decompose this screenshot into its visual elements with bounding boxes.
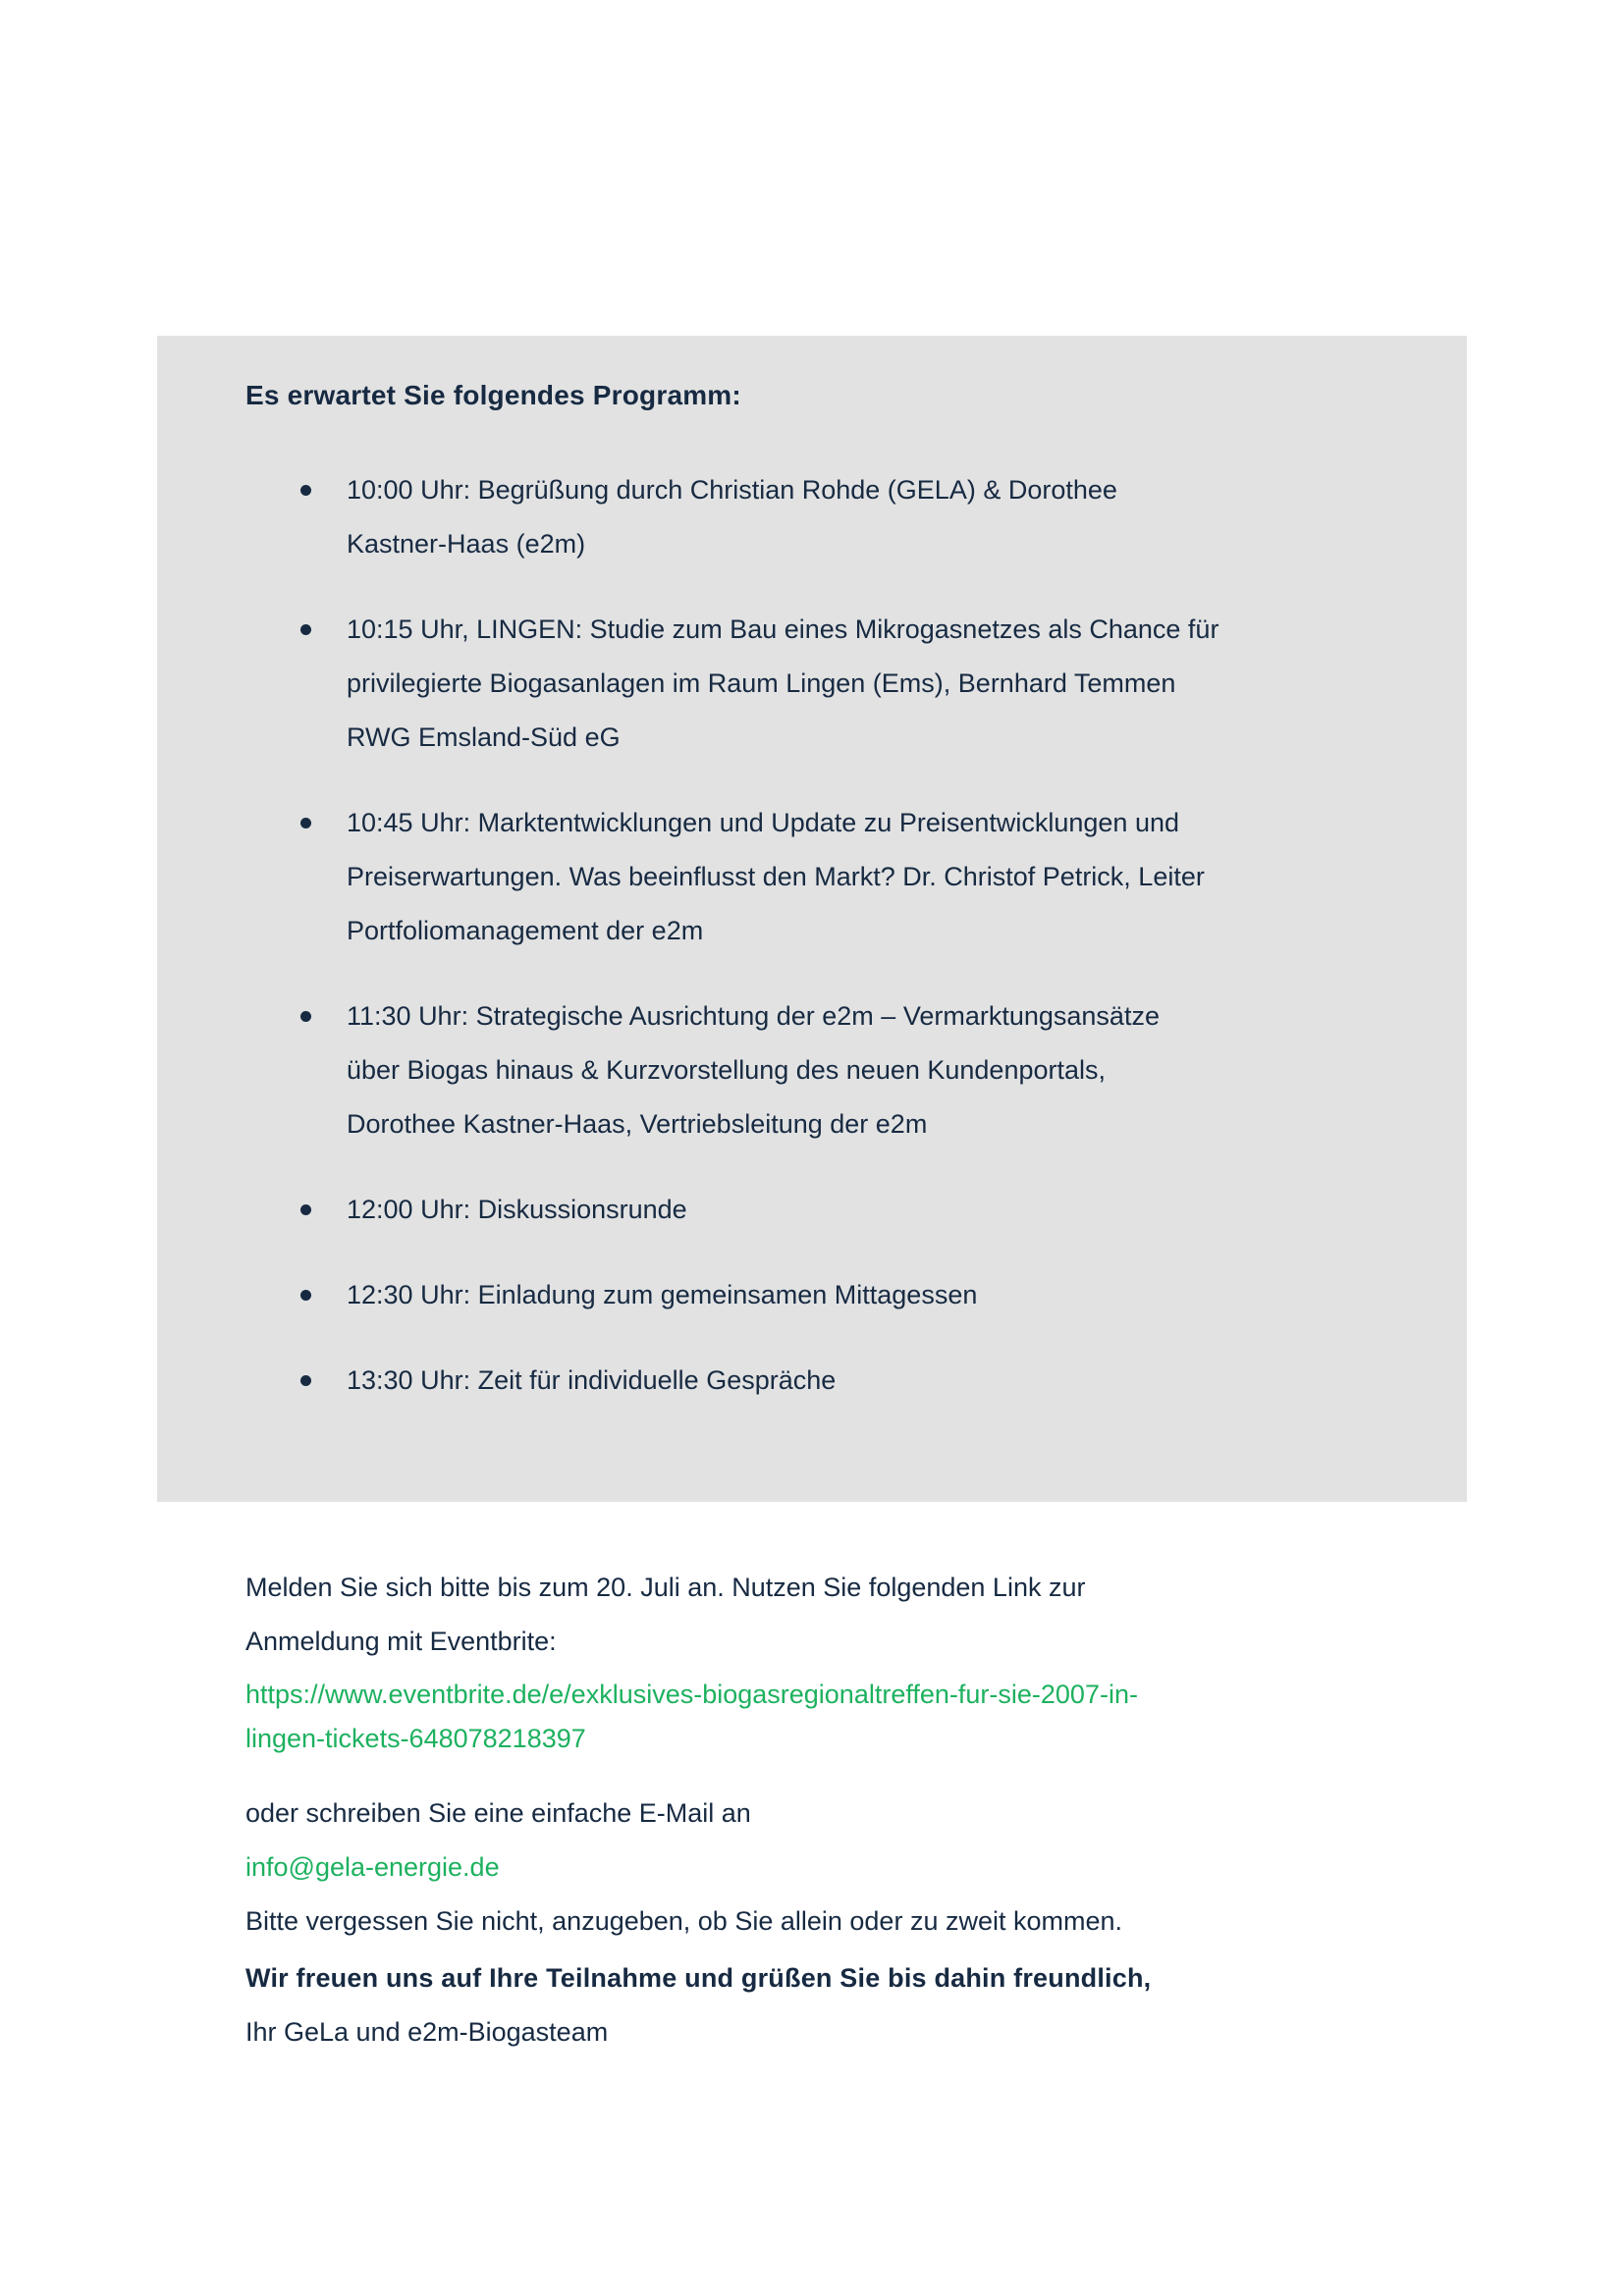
eventbrite-link-line[interactable]: lingen-tickets-648078218397 — [245, 1724, 586, 1753]
program-item-line: Preiserwartungen. Was beeinflusst den Markt? Dr. Christof Petrick, Leiter — [347, 862, 1205, 891]
program-item-line: privilegierte Biogasanlagen im Raum Lingen (Ems), Bernhard Temmen — [347, 668, 1176, 698]
program-box — [157, 336, 1467, 1502]
bullet-icon — [300, 624, 311, 635]
registration-intro-line: Anmeldung mit Eventbrite: — [245, 1627, 557, 1656]
email-line — [245, 1787, 1122, 1895]
eventbrite-link-line[interactable]: https://www.eventbrite.de/e/exklusives-biogasregionaltreffen-fur-sie-2007-in- — [245, 1680, 1138, 1709]
registration-alternative — [245, 1787, 1122, 1949]
program-item-line: Portfoliomanagement der e2m — [347, 916, 704, 945]
eventbrite-link-paragraph — [245, 1673, 1138, 1761]
bullet-icon — [300, 1204, 311, 1215]
program-item-line: über Biogas hinaus & Kurzvorstellung des neuen Kundenportals, — [347, 1055, 1107, 1085]
program-item-text — [347, 463, 1117, 571]
program-item — [245, 463, 1408, 571]
program-item-line: Dorothee Kastner-Haas, Vertriebsleitung der e2m — [347, 1109, 928, 1139]
program-item — [245, 1268, 1408, 1322]
program-item-line: 12:00 Uhr: Diskussionsrunde — [347, 1195, 687, 1224]
program-item — [245, 989, 1408, 1151]
program-item-line: RWG Emsland-Süd eG — [347, 722, 621, 752]
email-line-prefix: oder schreiben Sie eine einfache E-Mail an — [245, 1798, 751, 1828]
program-list — [245, 463, 1408, 1408]
registration-note: Bitte vergessen Sie nicht, anzugeben, ob Sie allein oder zu zweit kommen. — [245, 1906, 1123, 1936]
program-item-line: 10:00 Uhr: Begrüßung durch Christian Rohde (GELA) & Dorothee — [347, 475, 1117, 505]
bullet-icon — [300, 1375, 311, 1386]
closing-signature: Ihr GeLa und e2m-Biogasteam — [245, 2017, 609, 2047]
program-item — [245, 603, 1408, 765]
program-item-text — [347, 1268, 977, 1322]
program-item-line: 10:45 Uhr: Marktentwicklungen und Update zu Preisentwicklungen und — [347, 808, 1179, 837]
registration-intro-line: Melden Sie sich bitte bis zum 20. Juli an. Nutzen Sie folgenden Link zur — [245, 1573, 1086, 1602]
bullet-icon — [300, 1011, 311, 1022]
program-item-text — [347, 989, 1160, 1151]
program-item — [245, 796, 1408, 958]
closing-paragraph — [245, 1951, 1151, 2059]
registration-intro — [245, 1561, 1085, 1669]
email-link[interactable]: info@gela-energie.de — [245, 1852, 500, 1882]
eventbrite-link[interactable] — [245, 1673, 1138, 1761]
program-item — [245, 1354, 1408, 1408]
program-item-line: 10:15 Uhr, LINGEN: Studie zum Bau eines Mikrogasnetzes als Chance für — [347, 614, 1219, 644]
program-item-text — [347, 796, 1205, 958]
program-item-line: 11:30 Uhr: Strategische Ausrichtung der e2m – Vermarktungsansätze — [347, 1001, 1160, 1031]
program-item-line: 12:30 Uhr: Einladung zum gemeinsamen Mittagessen — [347, 1280, 978, 1309]
bullet-icon — [300, 818, 311, 828]
program-heading: Es erwartet Sie folgendes Programm: — [245, 380, 741, 410]
program-item-text — [347, 603, 1218, 765]
bullet-icon — [300, 1290, 311, 1301]
program-item-text — [347, 1183, 687, 1237]
program-item-text — [347, 1354, 836, 1408]
bullet-icon — [300, 485, 311, 496]
program-item-line: 13:30 Uhr: Zeit für individuelle Gespräche — [347, 1365, 837, 1395]
closing-line-bold: Wir freuen uns auf Ihre Teilnahme und grüßen Sie bis dahin freundlich, — [245, 1963, 1152, 1993]
program-item — [245, 1183, 1408, 1237]
program-item-line: Kastner-Haas (e2m) — [347, 529, 586, 559]
